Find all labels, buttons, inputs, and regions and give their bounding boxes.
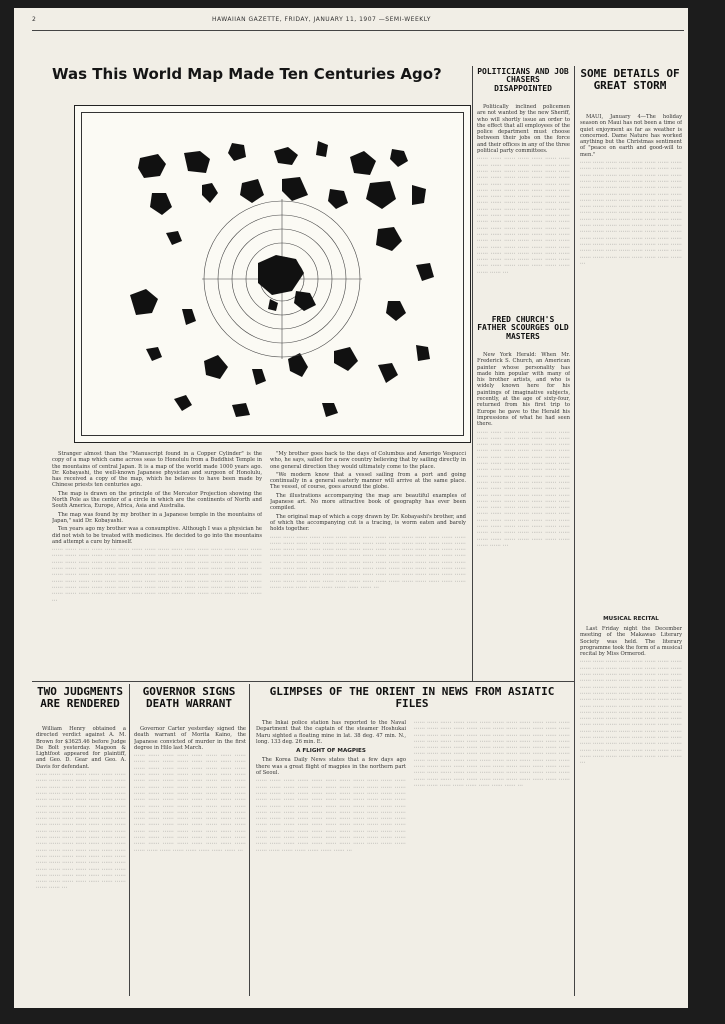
- article-paragraph: The Korea Daily News states that a few days ago there was a great flight of magpies in the northern part of Seoul.: [256, 757, 406, 777]
- headline-politicians: POLITICIANS AND JOB CHASERS DISAPPOINTED: [477, 67, 569, 93]
- illegible-newsprint: ‧‧‧‧‧‧ ‧‧‧‧‧‧ ‧‧‧‧‧‧ ‧‧‧‧‧‧ ‧‧‧‧‧‧ ‧‧‧‧‧‧ ‧‧‧‧‧‧ ‧‧‧‧‧‧ ‧‧‧‧‧‧ ‧‧‧‧‧‧ ‧‧‧‧‧‧ ‧‧‧‧‧‧ ‧‧‧‧‧‧ ‧‧‧‧‧‧ ‧‧‧‧‧‧ ‧‧‧‧‧‧ ‧‧‧‧‧‧ ‧‧‧‧‧‧ ‧‧‧‧‧‧ ‧‧‧‧‧‧ ‧‧‧‧‧‧ ‧‧‧‧‧‧ ‧‧‧‧‧‧ ‧‧‧‧‧‧ ‧‧‧‧‧‧ ‧‧‧‧‧‧ ‧‧‧‧‧‧ ‧‧‧‧‧‧ ‧‧‧‧‧‧ ‧‧‧‧‧‧ ‧‧‧‧‧‧ ‧‧‧‧‧‧ ‧‧‧‧‧‧ ‧‧‧‧‧‧ ‧‧‧‧‧‧ ‧‧‧‧‧‧ ‧‧‧‧‧‧ ‧‧‧‧‧‧ ‧‧‧‧‧‧ ‧‧‧‧‧‧ ‧‧‧‧‧‧ ‧‧‧‧‧‧ ‧‧‧‧‧‧ ‧‧‧‧‧‧ ‧‧‧‧‧‧ ‧‧‧‧‧‧ ‧‧‧‧‧‧ ‧‧‧‧‧‧ ‧‧‧‧‧‧ ‧‧‧‧‧‧ ‧‧‧‧‧‧ ‧‧‧‧‧‧ ‧‧‧‧‧‧ ‧‧‧‧‧‧ ‧‧‧‧‧‧ ‧‧‧‧‧‧ ‧‧‧‧‧‧ ‧‧‧‧‧‧ ‧‧‧‧‧‧ ‧‧‧‧‧‧ ‧‧‧‧‧‧ ‧‧‧‧‧‧ ‧‧‧‧‧‧ ‧‧‧‧‧‧ ‧‧‧‧‧‧ ‧‧‧‧‧‧ ‧‧‧‧‧‧ ‧‧‧‧‧‧ ‧‧‧‧‧‧ ‧‧‧‧‧‧ ‧‧‧‧‧‧ ‧‧‧‧‧‧ ‧‧‧‧‧‧ ‧‧‧‧‧‧ ‧‧‧‧‧‧ ‧‧‧‧‧‧ ‧‧‧‧‧‧ ‧‧‧‧‧‧ ‧‧‧‧‧‧ ‧‧‧‧‧‧ ‧‧‧‧‧‧ ‧‧‧‧‧‧ ‧‧‧‧‧‧ ‧‧‧‧‧‧ ‧‧‧‧‧‧ ‧‧‧‧‧‧ ‧‧‧‧‧‧ ‧‧‧‧‧‧ ‧‧‧‧‧‧ ‧‧‧‧‧‧ ‧‧‧‧‧‧ ‧‧‧‧‧‧ ‧‧‧‧‧‧ ‧‧‧‧‧‧ ‧‧‧‧‧‧ ‧‧‧‧‧‧ ‧‧‧‧‧‧ ‧‧‧‧‧‧ ‧‧‧‧‧‧ ‧‧‧‧‧‧ ‧‧‧‧‧‧ ‧‧‧‧‧‧ ‧‧‧‧‧‧ ‧‧‧‧‧‧ ‧‧‧‧‧‧ ‧‧‧‧‧‧ ‧‧‧‧‧‧ ‧‧‧‧‧‧ ‧‧‧‧‧‧ ‧‧‧‧‧‧ ‧‧‧‧‧‧ ‧‧‧‧‧‧ ‧‧‧‧‧‧ ‧‧‧‧‧‧ ‧‧‧‧‧‧ ‧‧‧‧‧‧ ‧‧‧‧‧‧ ‧‧‧‧‧‧ ‧‧‧‧‧‧ ‧‧‧‧‧‧ ‧‧‧‧‧‧ ‧‧‧‧‧‧ ‧‧‧‧‧‧ ‧‧‧‧‧‧ ‧‧‧‧‧‧ ‧‧‧‧‧‧ ‧‧‧‧‧‧ ‧‧‧‧‧‧ ‧‧‧: [270, 534, 466, 591]
- illegible-newsprint: ‧‧‧‧‧‧ ‧‧‧‧‧‧ ‧‧‧‧‧‧ ‧‧‧‧‧‧ ‧‧‧‧‧‧ ‧‧‧‧‧‧ ‧‧‧‧‧‧ ‧‧‧‧‧‧ ‧‧‧‧‧‧ ‧‧‧‧‧‧ ‧‧‧‧‧‧ ‧‧‧‧‧‧ ‧‧‧‧‧‧ ‧‧‧‧‧‧ ‧‧‧‧‧‧ ‧‧‧‧‧‧ ‧‧‧‧‧‧ ‧‧‧‧‧‧ ‧‧‧‧‧‧ ‧‧‧‧‧‧ ‧‧‧‧‧‧ ‧‧‧‧‧‧ ‧‧‧‧‧‧ ‧‧‧‧‧‧ ‧‧‧‧‧‧ ‧‧‧‧‧‧ ‧‧‧‧‧‧ ‧‧‧‧‧‧ ‧‧‧‧‧‧ ‧‧‧‧‧‧ ‧‧‧‧‧‧ ‧‧‧‧‧‧ ‧‧‧‧‧‧ ‧‧‧‧‧‧ ‧‧‧‧‧‧ ‧‧‧‧‧‧ ‧‧‧‧‧‧ ‧‧‧‧‧‧ ‧‧‧‧‧‧ ‧‧‧‧‧‧ ‧‧‧‧‧‧ ‧‧‧‧‧‧ ‧‧‧‧‧‧ ‧‧‧‧‧‧ ‧‧‧‧‧‧ ‧‧‧‧‧‧ ‧‧‧‧‧‧ ‧‧‧‧‧‧ ‧‧‧‧‧‧ ‧‧‧‧‧‧ ‧‧‧‧‧‧ ‧‧‧‧‧‧ ‧‧‧‧‧‧ ‧‧‧‧‧‧ ‧‧‧‧‧‧ ‧‧‧‧‧‧ ‧‧‧‧‧‧ ‧‧‧‧‧‧ ‧‧‧‧‧‧ ‧‧‧‧‧‧ ‧‧‧‧‧‧ ‧‧‧‧‧‧ ‧‧‧‧‧‧ ‧‧‧‧‧‧ ‧‧‧‧‧‧ ‧‧‧‧‧‧ ‧‧‧‧‧‧ ‧‧‧‧‧‧ ‧‧‧‧‧‧ ‧‧‧‧‧‧ ‧‧‧‧‧‧ ‧‧‧‧‧‧ ‧‧‧‧‧‧ ‧‧‧‧‧‧ ‧‧‧‧‧‧ ‧‧‧‧‧‧ ‧‧‧‧‧‧ ‧‧‧‧‧‧ ‧‧‧‧‧‧ ‧‧‧‧‧‧ ‧‧‧‧‧‧ ‧‧‧‧‧‧ ‧‧‧‧‧‧ ‧‧‧‧‧‧ ‧‧‧‧‧‧ ‧‧‧‧‧‧ ‧‧‧‧‧‧ ‧‧‧‧‧‧ ‧‧‧‧‧‧ ‧‧‧‧‧‧ ‧‧‧‧‧‧ ‧‧‧‧‧‧ ‧‧‧‧‧‧ ‧‧‧‧‧‧ ‧‧‧‧‧‧ ‧‧‧‧‧‧ ‧‧‧‧‧‧ ‧‧‧‧‧‧ ‧‧‧‧‧‧ ‧‧‧‧‧‧ ‧‧‧‧‧‧ ‧‧‧‧‧‧ ‧‧‧‧‧‧ ‧‧‧‧‧‧ ‧‧‧‧‧‧ ‧‧‧‧‧‧ ‧‧‧‧‧‧ ‧‧‧‧‧‧ ‧‧‧‧‧‧ ‧‧‧‧‧‧ ‧‧‧‧‧‧ ‧‧‧‧‧‧ ‧‧‧‧‧‧ ‧‧‧‧‧‧ ‧‧‧‧‧‧ ‧‧‧‧‧‧ ‧‧‧‧‧‧ ‧‧‧‧‧‧ ‧‧‧‧‧‧ ‧‧‧‧‧‧ ‧‧‧‧‧‧ ‧‧‧‧‧‧ ‧‧‧‧‧‧ ‧‧‧‧‧‧ ‧‧‧‧‧‧ ‧‧‧‧‧‧ ‧‧‧‧‧‧ ‧‧‧‧‧‧ ‧‧‧: [477, 156, 570, 276]
- headline-two-judgments: TWO JUDGMENTS ARE RENDERED: [36, 685, 124, 710]
- article-paragraph: MAUI, January 4—The holiday season on Maui has not been a time of quiet enjoyment as far as weather is concerned. Dame Nature has worked anything but the Christmas sentiment of "peace on earth and good-will to men.": [580, 114, 682, 158]
- article-paragraph: The Inkai police station has reported to the Naval Department that the captain of the steamer Hoshukai Maru sighted a floating mine in lat. 38 deg. 47 min. N., long. 133 deg. 26 min. E.: [256, 720, 406, 745]
- article-paragraph: William Henry obtained a directed verdict against A. M. Brown for $3625.46 before Judge De Bolt yesterday. Magoon & Lightfoot appeared for plaintiff, and Geo. D. Gear and Geo. A. Davis for defendant.: [36, 726, 126, 770]
- headline-storm: SOME DETAILS OF GREAT STORM: [580, 67, 680, 92]
- masthead-text: HAWAIIAN GAZETTE, FRIDAY, JANUARY 11, 1907 —SEMI-WEEKLY: [212, 16, 431, 23]
- newspaper-page: [14, 8, 688, 1008]
- headline-death-warrant: GOVERNOR SIGNS DEATH WARRANT: [142, 685, 236, 710]
- fred-church-article: [477, 352, 570, 678]
- headline-orient-news: GLIMPSES OF THE ORIENT IN NEWS FROM ASIATIC FILES: [269, 685, 555, 710]
- death-warrant-article: [134, 726, 246, 994]
- world-map-figure: [74, 105, 471, 443]
- main-article-left-column: [52, 451, 262, 677]
- illegible-newsprint: ‧‧‧‧‧‧ ‧‧‧‧‧‧ ‧‧‧‧‧‧ ‧‧‧‧‧‧ ‧‧‧‧‧‧ ‧‧‧‧‧‧ ‧‧‧‧‧‧ ‧‧‧‧‧‧ ‧‧‧‧‧‧ ‧‧‧‧‧‧ ‧‧‧‧‧‧ ‧‧‧‧‧‧ ‧‧‧‧‧‧ ‧‧‧‧‧‧ ‧‧‧‧‧‧ ‧‧‧‧‧‧ ‧‧‧‧‧‧ ‧‧‧‧‧‧ ‧‧‧‧‧‧ ‧‧‧‧‧‧ ‧‧‧‧‧‧ ‧‧‧‧‧‧ ‧‧‧‧‧‧ ‧‧‧‧‧‧ ‧‧‧‧‧‧ ‧‧‧‧‧‧ ‧‧‧‧‧‧ ‧‧‧‧‧‧ ‧‧‧‧‧‧ ‧‧‧‧‧‧ ‧‧‧‧‧‧ ‧‧‧‧‧‧ ‧‧‧‧‧‧ ‧‧‧‧‧‧ ‧‧‧‧‧‧ ‧‧‧‧‧‧ ‧‧‧‧‧‧ ‧‧‧‧‧‧ ‧‧‧‧‧‧ ‧‧‧‧‧‧ ‧‧‧‧‧‧ ‧‧‧‧‧‧ ‧‧‧‧‧‧ ‧‧‧‧‧‧ ‧‧‧‧‧‧ ‧‧‧‧‧‧ ‧‧‧‧‧‧ ‧‧‧‧‧‧ ‧‧‧‧‧‧ ‧‧‧‧‧‧ ‧‧‧‧‧‧ ‧‧‧‧‧‧ ‧‧‧‧‧‧ ‧‧‧‧‧‧ ‧‧‧‧‧‧ ‧‧‧‧‧‧ ‧‧‧‧‧‧ ‧‧‧‧‧‧ ‧‧‧‧‧‧ ‧‧‧‧‧‧ ‧‧‧‧‧‧ ‧‧‧‧‧‧ ‧‧‧‧‧‧ ‧‧‧‧‧‧ ‧‧‧‧‧‧ ‧‧‧‧‧‧ ‧‧‧‧‧‧ ‧‧‧‧‧‧ ‧‧‧‧‧‧ ‧‧‧‧‧‧ ‧‧‧‧‧‧ ‧‧‧‧‧‧ ‧‧‧‧‧‧ ‧‧‧‧‧‧ ‧‧‧‧‧‧ ‧‧‧‧‧‧ ‧‧‧‧‧‧ ‧‧‧‧‧‧ ‧‧‧‧‧‧ ‧‧‧‧‧‧ ‧‧‧‧‧‧ ‧‧‧‧‧‧ ‧‧‧‧‧‧ ‧‧‧‧‧‧ ‧‧‧‧‧‧ ‧‧‧‧‧‧ ‧‧‧‧‧‧ ‧‧‧‧‧‧ ‧‧‧‧‧‧ ‧‧‧‧‧‧ ‧‧‧‧‧‧ ‧‧‧‧‧‧ ‧‧‧‧‧‧ ‧‧‧‧‧‧ ‧‧‧‧‧‧ ‧‧‧‧‧‧ ‧‧‧‧‧‧ ‧‧‧‧‧‧ ‧‧‧‧‧‧ ‧‧‧‧‧‧ ‧‧‧‧‧‧ ‧‧‧‧‧‧ ‧‧‧‧‧‧ ‧‧‧‧‧‧ ‧‧‧‧‧‧ ‧‧‧‧‧‧ ‧‧‧‧‧‧ ‧‧‧‧‧‧ ‧‧‧‧‧‧ ‧‧‧‧‧‧ ‧‧‧‧‧‧ ‧‧‧‧‧‧ ‧‧‧‧‧‧ ‧‧‧‧‧‧ ‧‧‧‧‧‧ ‧‧‧‧‧‧ ‧‧‧‧‧‧ ‧‧‧‧‧‧ ‧‧‧‧‧‧ ‧‧‧‧‧‧ ‧‧‧‧‧‧ ‧‧‧‧‧‧ ‧‧‧‧‧‧ ‧‧‧‧‧‧ ‧‧‧‧‧‧ ‧‧‧‧‧‧ ‧‧‧‧‧‧ ‧‧‧‧‧‧ ‧‧‧: [477, 429, 570, 549]
- article-paragraph: "My brother goes back to the days of Columbus and Amerigo Vespucci who, he says, sailed for a new country believing that by sailing directly in one general direction they would ultimately come to the place.: [270, 451, 466, 470]
- illegible-newsprint: ‧‧‧‧‧‧ ‧‧‧‧‧‧ ‧‧‧‧‧‧ ‧‧‧‧‧‧ ‧‧‧‧‧‧ ‧‧‧‧‧‧ ‧‧‧‧‧‧ ‧‧‧‧‧‧ ‧‧‧‧‧‧ ‧‧‧‧‧‧ ‧‧‧‧‧‧ ‧‧‧‧‧‧ ‧‧‧‧‧‧ ‧‧‧‧‧‧ ‧‧‧‧‧‧ ‧‧‧‧‧‧ ‧‧‧‧‧‧ ‧‧‧‧‧‧ ‧‧‧‧‧‧ ‧‧‧‧‧‧ ‧‧‧‧‧‧ ‧‧‧‧‧‧ ‧‧‧‧‧‧ ‧‧‧‧‧‧ ‧‧‧‧‧‧ ‧‧‧‧‧‧ ‧‧‧‧‧‧ ‧‧‧‧‧‧ ‧‧‧‧‧‧ ‧‧‧‧‧‧ ‧‧‧‧‧‧ ‧‧‧‧‧‧ ‧‧‧‧‧‧ ‧‧‧‧‧‧ ‧‧‧‧‧‧ ‧‧‧‧‧‧ ‧‧‧‧‧‧ ‧‧‧‧‧‧ ‧‧‧‧‧‧ ‧‧‧‧‧‧ ‧‧‧‧‧‧ ‧‧‧‧‧‧ ‧‧‧‧‧‧ ‧‧‧‧‧‧ ‧‧‧‧‧‧ ‧‧‧‧‧‧ ‧‧‧‧‧‧ ‧‧‧‧‧‧ ‧‧‧‧‧‧ ‧‧‧‧‧‧ ‧‧‧‧‧‧ ‧‧‧‧‧‧ ‧‧‧‧‧‧ ‧‧‧‧‧‧ ‧‧‧‧‧‧ ‧‧‧‧‧‧ ‧‧‧‧‧‧ ‧‧‧‧‧‧ ‧‧‧‧‧‧ ‧‧‧‧‧‧ ‧‧‧‧‧‧ ‧‧‧‧‧‧ ‧‧‧‧‧‧ ‧‧‧‧‧‧ ‧‧‧‧‧‧ ‧‧‧‧‧‧ ‧‧‧‧‧‧ ‧‧‧‧‧‧ ‧‧‧‧‧‧ ‧‧‧‧‧‧ ‧‧‧‧‧‧ ‧‧‧‧‧‧ ‧‧‧‧‧‧ ‧‧‧‧‧‧ ‧‧‧‧‧‧ ‧‧‧‧‧‧ ‧‧‧‧‧‧ ‧‧‧‧‧‧ ‧‧‧‧‧‧ ‧‧‧‧‧‧ ‧‧‧‧‧‧ ‧‧‧‧‧‧ ‧‧‧‧‧‧ ‧‧‧‧‧‧ ‧‧‧‧‧‧ ‧‧‧‧‧‧ ‧‧‧‧‧‧ ‧‧‧‧‧‧ ‧‧‧‧‧‧ ‧‧‧‧‧‧ ‧‧‧‧‧‧ ‧‧‧‧‧‧ ‧‧‧‧‧‧ ‧‧‧‧‧‧ ‧‧‧‧‧‧ ‧‧‧‧‧‧ ‧‧‧‧‧‧ ‧‧‧‧‧‧ ‧‧‧‧‧‧ ‧‧‧‧‧‧ ‧‧‧‧‧‧ ‧‧‧‧‧‧ ‧‧‧‧‧‧ ‧‧‧‧‧‧ ‧‧‧‧‧‧ ‧‧‧‧‧‧ ‧‧‧‧‧‧ ‧‧‧‧‧‧ ‧‧‧‧‧‧ ‧‧‧‧‧‧ ‧‧‧‧‧‧ ‧‧‧‧‧‧ ‧‧‧‧‧‧ ‧‧‧‧‧‧ ‧‧‧‧‧‧ ‧‧‧‧‧‧ ‧‧‧‧‧‧ ‧‧‧‧‧‧ ‧‧‧‧‧‧ ‧‧‧‧‧‧ ‧‧‧‧‧‧ ‧‧‧‧‧‧ ‧‧‧‧‧‧ ‧‧‧‧‧‧ ‧‧‧‧‧‧ ‧‧‧‧‧‧ ‧‧‧‧‧‧ ‧‧‧‧‧‧ ‧‧‧: [414, 720, 570, 789]
- article-paragraph: New York Herald: When Mr. Frederick S. Church, an American painter whose personality has made him popular with many of his brother artists, and who is widely known here for his paintings of imaginative subjects, recently, at the age of sixty-four, returned from his first trip to Europe he gave to the Herald his impressions of what he had seen there.: [477, 352, 570, 428]
- orient-article-left: [256, 720, 406, 994]
- top-rule: [32, 30, 684, 31]
- article-paragraph: "We modern know that a vessel sailing from a port and going continually in a general easterly manner will arrive at the same place. The vessel, of course, goes around the globe.: [270, 471, 466, 491]
- musical-recital-article: [580, 626, 682, 996]
- main-article-right-column: [270, 451, 466, 677]
- ancient-world-map: [82, 113, 463, 435]
- subhead-musical-recital: MUSICAL RECITAL: [603, 616, 659, 622]
- article-paragraph: The map is drawn on the principle of the Mercator Projection showing the North Pole as the center of a circle in which are the continents of North and South America, Europe, Africa, Asia and Australia.: [52, 490, 262, 510]
- article-paragraph: The map was found by my brother in a Japanese temple in the mountains of Japan," said Dr. Kobayashi.: [52, 511, 262, 524]
- page-number: 2: [32, 16, 37, 23]
- article-paragraph: Politically inclined policemen are not wanted by the new Sheriff, who will shortly issue an order to the effect that all employees of the police department must choose between their jobs on the force and their offices in any of the three political party committees.: [477, 104, 570, 155]
- illegible-newsprint: ‧‧‧‧‧‧ ‧‧‧‧‧‧ ‧‧‧‧‧‧ ‧‧‧‧‧‧ ‧‧‧‧‧‧ ‧‧‧‧‧‧ ‧‧‧‧‧‧ ‧‧‧‧‧‧ ‧‧‧‧‧‧ ‧‧‧‧‧‧ ‧‧‧‧‧‧ ‧‧‧‧‧‧ ‧‧‧‧‧‧ ‧‧‧‧‧‧ ‧‧‧‧‧‧ ‧‧‧‧‧‧ ‧‧‧‧‧‧ ‧‧‧‧‧‧ ‧‧‧‧‧‧ ‧‧‧‧‧‧ ‧‧‧‧‧‧ ‧‧‧‧‧‧ ‧‧‧‧‧‧ ‧‧‧‧‧‧ ‧‧‧‧‧‧ ‧‧‧‧‧‧ ‧‧‧‧‧‧ ‧‧‧‧‧‧ ‧‧‧‧‧‧ ‧‧‧‧‧‧ ‧‧‧‧‧‧ ‧‧‧‧‧‧ ‧‧‧‧‧‧ ‧‧‧‧‧‧ ‧‧‧‧‧‧ ‧‧‧‧‧‧ ‧‧‧‧‧‧ ‧‧‧‧‧‧ ‧‧‧‧‧‧ ‧‧‧‧‧‧ ‧‧‧‧‧‧ ‧‧‧‧‧‧ ‧‧‧‧‧‧ ‧‧‧‧‧‧ ‧‧‧‧‧‧ ‧‧‧‧‧‧ ‧‧‧‧‧‧ ‧‧‧‧‧‧ ‧‧‧‧‧‧ ‧‧‧‧‧‧ ‧‧‧‧‧‧ ‧‧‧‧‧‧ ‧‧‧‧‧‧ ‧‧‧‧‧‧ ‧‧‧‧‧‧ ‧‧‧‧‧‧ ‧‧‧‧‧‧ ‧‧‧‧‧‧ ‧‧‧‧‧‧ ‧‧‧‧‧‧ ‧‧‧‧‧‧ ‧‧‧‧‧‧ ‧‧‧‧‧‧ ‧‧‧‧‧‧ ‧‧‧‧‧‧ ‧‧‧‧‧‧ ‧‧‧‧‧‧ ‧‧‧‧‧‧ ‧‧‧‧‧‧ ‧‧‧‧‧‧ ‧‧‧‧‧‧ ‧‧‧‧‧‧ ‧‧‧‧‧‧ ‧‧‧‧‧‧ ‧‧‧‧‧‧ ‧‧‧‧‧‧ ‧‧‧‧‧‧ ‧‧‧‧‧‧ ‧‧‧‧‧‧ ‧‧‧‧‧‧ ‧‧‧‧‧‧ ‧‧‧‧‧‧ ‧‧‧‧‧‧ ‧‧‧‧‧‧ ‧‧‧‧‧‧ ‧‧‧‧‧‧ ‧‧‧‧‧‧ ‧‧‧‧‧‧ ‧‧‧‧‧‧ ‧‧‧‧‧‧ ‧‧‧‧‧‧ ‧‧‧‧‧‧ ‧‧‧‧‧‧ ‧‧‧‧‧‧ ‧‧‧‧‧‧ ‧‧‧‧‧‧ ‧‧‧‧‧‧ ‧‧‧‧‧‧ ‧‧‧‧‧‧ ‧‧‧‧‧‧ ‧‧‧‧‧‧ ‧‧‧‧‧‧ ‧‧‧‧‧‧ ‧‧‧‧‧‧ ‧‧‧‧‧‧ ‧‧‧‧‧‧ ‧‧‧‧‧‧ ‧‧‧‧‧‧ ‧‧‧‧‧‧ ‧‧‧‧‧‧ ‧‧‧‧‧‧ ‧‧‧‧‧‧ ‧‧‧‧‧‧ ‧‧‧‧‧‧ ‧‧‧‧‧‧ ‧‧‧‧‧‧ ‧‧‧‧‧‧ ‧‧‧‧‧‧ ‧‧‧‧‧‧ ‧‧‧‧‧‧ ‧‧‧‧‧‧ ‧‧‧‧‧‧ ‧‧‧‧‧‧ ‧‧‧‧‧‧ ‧‧‧‧‧‧ ‧‧‧‧‧‧ ‧‧‧‧‧‧ ‧‧‧‧‧‧ ‧‧‧: [580, 659, 682, 767]
- illegible-newsprint: ‧‧‧‧‧‧ ‧‧‧‧‧‧ ‧‧‧‧‧‧ ‧‧‧‧‧‧ ‧‧‧‧‧‧ ‧‧‧‧‧‧ ‧‧‧‧‧‧ ‧‧‧‧‧‧ ‧‧‧‧‧‧ ‧‧‧‧‧‧ ‧‧‧‧‧‧ ‧‧‧‧‧‧ ‧‧‧‧‧‧ ‧‧‧‧‧‧ ‧‧‧‧‧‧ ‧‧‧‧‧‧ ‧‧‧‧‧‧ ‧‧‧‧‧‧ ‧‧‧‧‧‧ ‧‧‧‧‧‧ ‧‧‧‧‧‧ ‧‧‧‧‧‧ ‧‧‧‧‧‧ ‧‧‧‧‧‧ ‧‧‧‧‧‧ ‧‧‧‧‧‧ ‧‧‧‧‧‧ ‧‧‧‧‧‧ ‧‧‧‧‧‧ ‧‧‧‧‧‧ ‧‧‧‧‧‧ ‧‧‧‧‧‧ ‧‧‧‧‧‧ ‧‧‧‧‧‧ ‧‧‧‧‧‧ ‧‧‧‧‧‧ ‧‧‧‧‧‧ ‧‧‧‧‧‧ ‧‧‧‧‧‧ ‧‧‧‧‧‧ ‧‧‧‧‧‧ ‧‧‧‧‧‧ ‧‧‧‧‧‧ ‧‧‧‧‧‧ ‧‧‧‧‧‧ ‧‧‧‧‧‧ ‧‧‧‧‧‧ ‧‧‧‧‧‧ ‧‧‧‧‧‧ ‧‧‧‧‧‧ ‧‧‧‧‧‧ ‧‧‧‧‧‧ ‧‧‧‧‧‧ ‧‧‧‧‧‧ ‧‧‧‧‧‧ ‧‧‧‧‧‧ ‧‧‧‧‧‧ ‧‧‧‧‧‧ ‧‧‧‧‧‧ ‧‧‧‧‧‧ ‧‧‧‧‧‧ ‧‧‧‧‧‧ ‧‧‧‧‧‧ ‧‧‧‧‧‧ ‧‧‧‧‧‧ ‧‧‧‧‧‧ ‧‧‧‧‧‧ ‧‧‧‧‧‧ ‧‧‧‧‧‧ ‧‧‧‧‧‧ ‧‧‧‧‧‧ ‧‧‧‧‧‧ ‧‧‧‧‧‧ ‧‧‧‧‧‧ ‧‧‧‧‧‧ ‧‧‧‧‧‧ ‧‧‧‧‧‧ ‧‧‧‧‧‧ ‧‧‧‧‧‧ ‧‧‧‧‧‧ ‧‧‧‧‧‧ ‧‧‧‧‧‧ ‧‧‧‧‧‧ ‧‧‧‧‧‧ ‧‧‧‧‧‧ ‧‧‧‧‧‧ ‧‧‧‧‧‧ ‧‧‧‧‧‧ ‧‧‧‧‧‧ ‧‧‧‧‧‧ ‧‧‧‧‧‧ ‧‧‧‧‧‧ ‧‧‧‧‧‧ ‧‧‧‧‧‧ ‧‧‧‧‧‧ ‧‧‧‧‧‧ ‧‧‧‧‧‧ ‧‧‧‧‧‧ ‧‧‧‧‧‧ ‧‧‧‧‧‧ ‧‧‧‧‧‧ ‧‧‧‧‧‧ ‧‧‧‧‧‧ ‧‧‧‧‧‧ ‧‧‧‧‧‧ ‧‧‧‧‧‧ ‧‧‧‧‧‧ ‧‧‧‧‧‧ ‧‧‧‧‧‧ ‧‧‧‧‧‧ ‧‧‧‧‧‧ ‧‧‧‧‧‧ ‧‧‧‧‧‧ ‧‧‧‧‧‧ ‧‧‧‧‧‧ ‧‧‧‧‧‧ ‧‧‧‧‧‧ ‧‧‧‧‧‧ ‧‧‧‧‧‧ ‧‧‧‧‧‧ ‧‧‧‧‧‧ ‧‧‧‧‧‧ ‧‧‧‧‧‧ ‧‧‧‧‧‧ ‧‧‧‧‧‧ ‧‧‧‧‧‧ ‧‧‧‧‧‧ ‧‧‧‧‧‧ ‧‧‧: [580, 160, 682, 267]
- illegible-newsprint: ‧‧‧‧‧‧ ‧‧‧‧‧‧ ‧‧‧‧‧‧ ‧‧‧‧‧‧ ‧‧‧‧‧‧ ‧‧‧‧‧‧ ‧‧‧‧‧‧ ‧‧‧‧‧‧ ‧‧‧‧‧‧ ‧‧‧‧‧‧ ‧‧‧‧‧‧ ‧‧‧‧‧‧ ‧‧‧‧‧‧ ‧‧‧‧‧‧ ‧‧‧‧‧‧ ‧‧‧‧‧‧ ‧‧‧‧‧‧ ‧‧‧‧‧‧ ‧‧‧‧‧‧ ‧‧‧‧‧‧ ‧‧‧‧‧‧ ‧‧‧‧‧‧ ‧‧‧‧‧‧ ‧‧‧‧‧‧ ‧‧‧‧‧‧ ‧‧‧‧‧‧ ‧‧‧‧‧‧ ‧‧‧‧‧‧ ‧‧‧‧‧‧ ‧‧‧‧‧‧ ‧‧‧‧‧‧ ‧‧‧‧‧‧ ‧‧‧‧‧‧ ‧‧‧‧‧‧ ‧‧‧‧‧‧ ‧‧‧‧‧‧ ‧‧‧‧‧‧ ‧‧‧‧‧‧ ‧‧‧‧‧‧ ‧‧‧‧‧‧ ‧‧‧‧‧‧ ‧‧‧‧‧‧ ‧‧‧‧‧‧ ‧‧‧‧‧‧ ‧‧‧‧‧‧ ‧‧‧‧‧‧ ‧‧‧‧‧‧ ‧‧‧‧‧‧ ‧‧‧‧‧‧ ‧‧‧‧‧‧ ‧‧‧‧‧‧ ‧‧‧‧‧‧ ‧‧‧‧‧‧ ‧‧‧‧‧‧ ‧‧‧‧‧‧ ‧‧‧‧‧‧ ‧‧‧‧‧‧ ‧‧‧‧‧‧ ‧‧‧‧‧‧ ‧‧‧‧‧‧ ‧‧‧‧‧‧ ‧‧‧‧‧‧ ‧‧‧‧‧‧ ‧‧‧‧‧‧ ‧‧‧‧‧‧ ‧‧‧‧‧‧ ‧‧‧‧‧‧ ‧‧‧‧‧‧ ‧‧‧‧‧‧ ‧‧‧‧‧‧ ‧‧‧‧‧‧ ‧‧‧‧‧‧ ‧‧‧‧‧‧ ‧‧‧‧‧‧ ‧‧‧‧‧‧ ‧‧‧‧‧‧ ‧‧‧‧‧‧ ‧‧‧‧‧‧ ‧‧‧‧‧‧ ‧‧‧‧‧‧ ‧‧‧‧‧‧ ‧‧‧‧‧‧ ‧‧‧‧‧‧ ‧‧‧‧‧‧ ‧‧‧‧‧‧ ‧‧‧‧‧‧ ‧‧‧‧‧‧ ‧‧‧‧‧‧ ‧‧‧‧‧‧ ‧‧‧‧‧‧ ‧‧‧‧‧‧ ‧‧‧‧‧‧ ‧‧‧‧‧‧ ‧‧‧‧‧‧ ‧‧‧‧‧‧ ‧‧‧‧‧‧ ‧‧‧‧‧‧ ‧‧‧‧‧‧ ‧‧‧‧‧‧ ‧‧‧‧‧‧ ‧‧‧‧‧‧ ‧‧‧‧‧‧ ‧‧‧‧‧‧ ‧‧‧‧‧‧ ‧‧‧‧‧‧ ‧‧‧‧‧‧ ‧‧‧‧‧‧ ‧‧‧‧‧‧ ‧‧‧‧‧‧ ‧‧‧‧‧‧ ‧‧‧‧‧‧ ‧‧‧‧‧‧ ‧‧‧‧‧‧ ‧‧‧‧‧‧ ‧‧‧‧‧‧ ‧‧‧‧‧‧ ‧‧‧‧‧‧ ‧‧‧‧‧‧ ‧‧‧‧‧‧ ‧‧‧‧‧‧ ‧‧‧‧‧‧ ‧‧‧‧‧‧ ‧‧‧‧‧‧ ‧‧‧‧‧‧ ‧‧‧‧‧‧ ‧‧‧‧‧‧ ‧‧‧‧‧‧ ‧‧‧‧‧‧ ‧‧‧: [52, 547, 262, 604]
- politicians-article: [477, 104, 570, 304]
- subhead-magpies: A FLIGHT OF MAGPIES: [296, 748, 366, 755]
- column-rule: [574, 66, 575, 996]
- main-headline: Was This World Map Made Ten Centuries Ago?: [52, 65, 442, 83]
- headline-fred-church: FRED CHURCH'S FATHER SCOURGES OLD MASTERS: [477, 315, 569, 341]
- article-paragraph: Governor Carter yesterday signed the death warrant of Morita Kaino, the Japanese convicted of murder in the first degree in Hilo last March.: [134, 726, 246, 751]
- judgments-article: [36, 726, 126, 994]
- orient-article-right: [414, 720, 570, 994]
- storm-article: [580, 114, 682, 614]
- column-rule: [129, 684, 130, 996]
- column-rule: [249, 684, 250, 996]
- illegible-newsprint: ‧‧‧‧‧‧ ‧‧‧‧‧‧ ‧‧‧‧‧‧ ‧‧‧‧‧‧ ‧‧‧‧‧‧ ‧‧‧‧‧‧ ‧‧‧‧‧‧ ‧‧‧‧‧‧ ‧‧‧‧‧‧ ‧‧‧‧‧‧ ‧‧‧‧‧‧ ‧‧‧‧‧‧ ‧‧‧‧‧‧ ‧‧‧‧‧‧ ‧‧‧‧‧‧ ‧‧‧‧‧‧ ‧‧‧‧‧‧ ‧‧‧‧‧‧ ‧‧‧‧‧‧ ‧‧‧‧‧‧ ‧‧‧‧‧‧ ‧‧‧‧‧‧ ‧‧‧‧‧‧ ‧‧‧‧‧‧ ‧‧‧‧‧‧ ‧‧‧‧‧‧ ‧‧‧‧‧‧ ‧‧‧‧‧‧ ‧‧‧‧‧‧ ‧‧‧‧‧‧ ‧‧‧‧‧‧ ‧‧‧‧‧‧ ‧‧‧‧‧‧ ‧‧‧‧‧‧ ‧‧‧‧‧‧ ‧‧‧‧‧‧ ‧‧‧‧‧‧ ‧‧‧‧‧‧ ‧‧‧‧‧‧ ‧‧‧‧‧‧ ‧‧‧‧‧‧ ‧‧‧‧‧‧ ‧‧‧‧‧‧ ‧‧‧‧‧‧ ‧‧‧‧‧‧ ‧‧‧‧‧‧ ‧‧‧‧‧‧ ‧‧‧‧‧‧ ‧‧‧‧‧‧ ‧‧‧‧‧‧ ‧‧‧‧‧‧ ‧‧‧‧‧‧ ‧‧‧‧‧‧ ‧‧‧‧‧‧ ‧‧‧‧‧‧ ‧‧‧‧‧‧ ‧‧‧‧‧‧ ‧‧‧‧‧‧ ‧‧‧‧‧‧ ‧‧‧‧‧‧ ‧‧‧‧‧‧ ‧‧‧‧‧‧ ‧‧‧‧‧‧ ‧‧‧‧‧‧ ‧‧‧‧‧‧ ‧‧‧‧‧‧ ‧‧‧‧‧‧ ‧‧‧‧‧‧ ‧‧‧‧‧‧ ‧‧‧‧‧‧ ‧‧‧‧‧‧ ‧‧‧‧‧‧ ‧‧‧‧‧‧ ‧‧‧‧‧‧ ‧‧‧‧‧‧ ‧‧‧‧‧‧ ‧‧‧‧‧‧ ‧‧‧‧‧‧ ‧‧‧‧‧‧ ‧‧‧‧‧‧ ‧‧‧‧‧‧ ‧‧‧‧‧‧ ‧‧‧‧‧‧ ‧‧‧‧‧‧ ‧‧‧‧‧‧ ‧‧‧‧‧‧ ‧‧‧‧‧‧ ‧‧‧‧‧‧ ‧‧‧‧‧‧ ‧‧‧‧‧‧ ‧‧‧‧‧‧ ‧‧‧‧‧‧ ‧‧‧‧‧‧ ‧‧‧‧‧‧ ‧‧‧‧‧‧ ‧‧‧‧‧‧ ‧‧‧‧‧‧ ‧‧‧‧‧‧ ‧‧‧‧‧‧ ‧‧‧‧‧‧ ‧‧‧‧‧‧ ‧‧‧‧‧‧ ‧‧‧‧‧‧ ‧‧‧‧‧‧ ‧‧‧‧‧‧ ‧‧‧‧‧‧ ‧‧‧‧‧‧ ‧‧‧‧‧‧ ‧‧‧‧‧‧ ‧‧‧‧‧‧ ‧‧‧‧‧‧ ‧‧‧‧‧‧ ‧‧‧‧‧‧ ‧‧‧‧‧‧ ‧‧‧‧‧‧ ‧‧‧‧‧‧ ‧‧‧‧‧‧ ‧‧‧‧‧‧ ‧‧‧‧‧‧ ‧‧‧‧‧‧ ‧‧‧‧‧‧ ‧‧‧‧‧‧ ‧‧‧‧‧‧ ‧‧‧‧‧‧ ‧‧‧‧‧‧ ‧‧‧‧‧‧ ‧‧‧‧‧‧ ‧‧‧‧‧‧ ‧‧‧: [36, 772, 126, 892]
- article-paragraph: Last Friday night the December meeting of the Makawao Literary Society was held. The literary programme took the form of a musical recital by Miss Ormerod.: [580, 626, 682, 658]
- article-paragraph: Stranger almost than the "Manuscript found in a Copper Cylinder" is the copy of a map which came across seas to Honolulu from a Buddhist Temple in the mountains of central Japan. It is a map of the world made 1000 years ago. Dr. Kobayashi, the well-known Japanese physician and surgeon of Honolulu, has received a copy of the map, which he believes to have been made by Chinese priests ten centuries ago.: [52, 451, 262, 489]
- masthead: [32, 16, 682, 28]
- column-rule: [472, 66, 473, 681]
- article-paragraph: Ten years ago my brother was a consumptive. Although I was a physician he did not wish to be treated with medicines. He decided to go into the mountains and attempt a cure by himself.: [52, 526, 262, 545]
- section-rule: [32, 681, 574, 682]
- article-paragraph: The original map of which a copy drawn by Dr. Kobayashi's brother, and of which the accompanying cut is a tracing, is worm eaten and barely holds together.: [270, 513, 466, 533]
- article-paragraph: The illustrations accompanying the map are beautiful examples of Japanese art. No more attractive book of geography has ever been compiled.: [270, 492, 466, 512]
- illegible-newsprint: ‧‧‧‧‧‧ ‧‧‧‧‧‧ ‧‧‧‧‧‧ ‧‧‧‧‧‧ ‧‧‧‧‧‧ ‧‧‧‧‧‧ ‧‧‧‧‧‧ ‧‧‧‧‧‧ ‧‧‧‧‧‧ ‧‧‧‧‧‧ ‧‧‧‧‧‧ ‧‧‧‧‧‧ ‧‧‧‧‧‧ ‧‧‧‧‧‧ ‧‧‧‧‧‧ ‧‧‧‧‧‧ ‧‧‧‧‧‧ ‧‧‧‧‧‧ ‧‧‧‧‧‧ ‧‧‧‧‧‧ ‧‧‧‧‧‧ ‧‧‧‧‧‧ ‧‧‧‧‧‧ ‧‧‧‧‧‧ ‧‧‧‧‧‧ ‧‧‧‧‧‧ ‧‧‧‧‧‧ ‧‧‧‧‧‧ ‧‧‧‧‧‧ ‧‧‧‧‧‧ ‧‧‧‧‧‧ ‧‧‧‧‧‧ ‧‧‧‧‧‧ ‧‧‧‧‧‧ ‧‧‧‧‧‧ ‧‧‧‧‧‧ ‧‧‧‧‧‧ ‧‧‧‧‧‧ ‧‧‧‧‧‧ ‧‧‧‧‧‧ ‧‧‧‧‧‧ ‧‧‧‧‧‧ ‧‧‧‧‧‧ ‧‧‧‧‧‧ ‧‧‧‧‧‧ ‧‧‧‧‧‧ ‧‧‧‧‧‧ ‧‧‧‧‧‧ ‧‧‧‧‧‧ ‧‧‧‧‧‧ ‧‧‧‧‧‧ ‧‧‧‧‧‧ ‧‧‧‧‧‧ ‧‧‧‧‧‧ ‧‧‧‧‧‧ ‧‧‧‧‧‧ ‧‧‧‧‧‧ ‧‧‧‧‧‧ ‧‧‧‧‧‧ ‧‧‧‧‧‧ ‧‧‧‧‧‧ ‧‧‧‧‧‧ ‧‧‧‧‧‧ ‧‧‧‧‧‧ ‧‧‧‧‧‧ ‧‧‧‧‧‧ ‧‧‧‧‧‧ ‧‧‧‧‧‧ ‧‧‧‧‧‧ ‧‧‧‧‧‧ ‧‧‧‧‧‧ ‧‧‧‧‧‧ ‧‧‧‧‧‧ ‧‧‧‧‧‧ ‧‧‧‧‧‧ ‧‧‧‧‧‧ ‧‧‧‧‧‧ ‧‧‧‧‧‧ ‧‧‧‧‧‧ ‧‧‧‧‧‧ ‧‧‧‧‧‧ ‧‧‧‧‧‧ ‧‧‧‧‧‧ ‧‧‧‧‧‧ ‧‧‧‧‧‧ ‧‧‧‧‧‧ ‧‧‧‧‧‧ ‧‧‧‧‧‧ ‧‧‧‧‧‧ ‧‧‧‧‧‧ ‧‧‧‧‧‧ ‧‧‧‧‧‧ ‧‧‧‧‧‧ ‧‧‧‧‧‧ ‧‧‧‧‧‧ ‧‧‧‧‧‧ ‧‧‧‧‧‧ ‧‧‧‧‧‧ ‧‧‧‧‧‧ ‧‧‧‧‧‧ ‧‧‧‧‧‧ ‧‧‧‧‧‧ ‧‧‧‧‧‧ ‧‧‧‧‧‧ ‧‧‧‧‧‧ ‧‧‧‧‧‧ ‧‧‧‧‧‧ ‧‧‧‧‧‧ ‧‧‧‧‧‧ ‧‧‧‧‧‧ ‧‧‧‧‧‧ ‧‧‧‧‧‧ ‧‧‧‧‧‧ ‧‧‧‧‧‧ ‧‧‧‧‧‧ ‧‧‧‧‧‧ ‧‧‧‧‧‧ ‧‧‧‧‧‧ ‧‧‧‧‧‧ ‧‧‧‧‧‧ ‧‧‧‧‧‧ ‧‧‧‧‧‧ ‧‧‧‧‧‧ ‧‧‧‧‧‧ ‧‧‧‧‧‧ ‧‧‧‧‧‧ ‧‧‧‧‧‧ ‧‧‧‧‧‧ ‧‧‧: [256, 778, 406, 854]
- illegible-newsprint: ‧‧‧‧‧‧ ‧‧‧‧‧‧ ‧‧‧‧‧‧ ‧‧‧‧‧‧ ‧‧‧‧‧‧ ‧‧‧‧‧‧ ‧‧‧‧‧‧ ‧‧‧‧‧‧ ‧‧‧‧‧‧ ‧‧‧‧‧‧ ‧‧‧‧‧‧ ‧‧‧‧‧‧ ‧‧‧‧‧‧ ‧‧‧‧‧‧ ‧‧‧‧‧‧ ‧‧‧‧‧‧ ‧‧‧‧‧‧ ‧‧‧‧‧‧ ‧‧‧‧‧‧ ‧‧‧‧‧‧ ‧‧‧‧‧‧ ‧‧‧‧‧‧ ‧‧‧‧‧‧ ‧‧‧‧‧‧ ‧‧‧‧‧‧ ‧‧‧‧‧‧ ‧‧‧‧‧‧ ‧‧‧‧‧‧ ‧‧‧‧‧‧ ‧‧‧‧‧‧ ‧‧‧‧‧‧ ‧‧‧‧‧‧ ‧‧‧‧‧‧ ‧‧‧‧‧‧ ‧‧‧‧‧‧ ‧‧‧‧‧‧ ‧‧‧‧‧‧ ‧‧‧‧‧‧ ‧‧‧‧‧‧ ‧‧‧‧‧‧ ‧‧‧‧‧‧ ‧‧‧‧‧‧ ‧‧‧‧‧‧ ‧‧‧‧‧‧ ‧‧‧‧‧‧ ‧‧‧‧‧‧ ‧‧‧‧‧‧ ‧‧‧‧‧‧ ‧‧‧‧‧‧ ‧‧‧‧‧‧ ‧‧‧‧‧‧ ‧‧‧‧‧‧ ‧‧‧‧‧‧ ‧‧‧‧‧‧ ‧‧‧‧‧‧ ‧‧‧‧‧‧ ‧‧‧‧‧‧ ‧‧‧‧‧‧ ‧‧‧‧‧‧ ‧‧‧‧‧‧ ‧‧‧‧‧‧ ‧‧‧‧‧‧ ‧‧‧‧‧‧ ‧‧‧‧‧‧ ‧‧‧‧‧‧ ‧‧‧‧‧‧ ‧‧‧‧‧‧ ‧‧‧‧‧‧ ‧‧‧‧‧‧ ‧‧‧‧‧‧ ‧‧‧‧‧‧ ‧‧‧‧‧‧ ‧‧‧‧‧‧ ‧‧‧‧‧‧ ‧‧‧‧‧‧ ‧‧‧‧‧‧ ‧‧‧‧‧‧ ‧‧‧‧‧‧ ‧‧‧‧‧‧ ‧‧‧‧‧‧ ‧‧‧‧‧‧ ‧‧‧‧‧‧ ‧‧‧‧‧‧ ‧‧‧‧‧‧ ‧‧‧‧‧‧ ‧‧‧‧‧‧ ‧‧‧‧‧‧ ‧‧‧‧‧‧ ‧‧‧‧‧‧ ‧‧‧‧‧‧ ‧‧‧‧‧‧ ‧‧‧‧‧‧ ‧‧‧‧‧‧ ‧‧‧‧‧‧ ‧‧‧‧‧‧ ‧‧‧‧‧‧ ‧‧‧‧‧‧ ‧‧‧‧‧‧ ‧‧‧‧‧‧ ‧‧‧‧‧‧ ‧‧‧‧‧‧ ‧‧‧‧‧‧ ‧‧‧‧‧‧ ‧‧‧‧‧‧ ‧‧‧‧‧‧ ‧‧‧‧‧‧ ‧‧‧‧‧‧ ‧‧‧‧‧‧ ‧‧‧‧‧‧ ‧‧‧‧‧‧ ‧‧‧‧‧‧ ‧‧‧‧‧‧ ‧‧‧‧‧‧ ‧‧‧‧‧‧ ‧‧‧‧‧‧ ‧‧‧‧‧‧ ‧‧‧‧‧‧ ‧‧‧‧‧‧ ‧‧‧‧‧‧ ‧‧‧‧‧‧ ‧‧‧‧‧‧ ‧‧‧‧‧‧ ‧‧‧‧‧‧ ‧‧‧‧‧‧ ‧‧‧‧‧‧ ‧‧‧‧‧‧ ‧‧‧‧‧‧ ‧‧‧‧‧‧ ‧‧‧: [134, 753, 246, 854]
